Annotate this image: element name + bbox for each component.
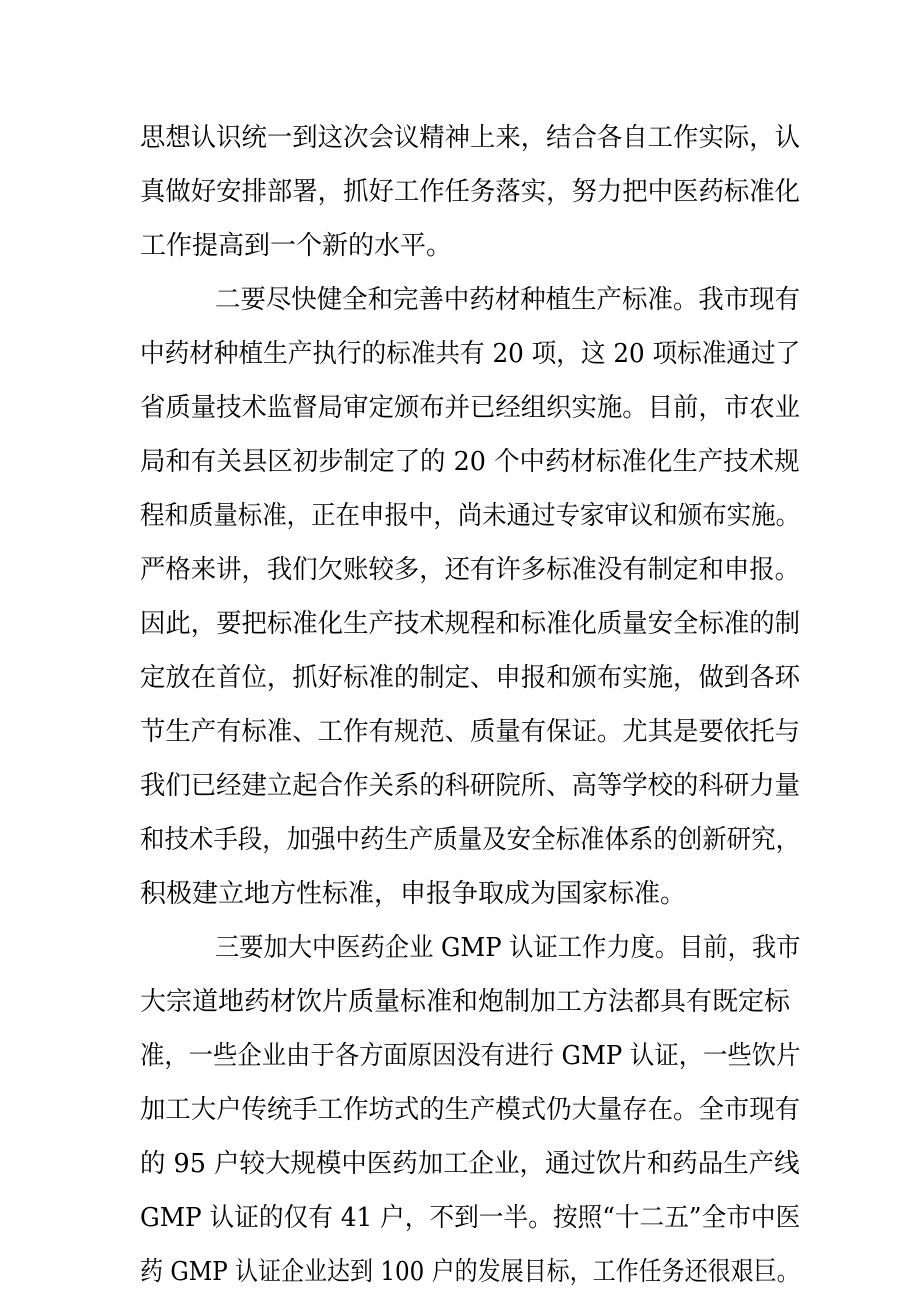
text-line: 药 GMP 认证企业达到 100 户的发展目标，工作任务还很艰巨。 (140, 1257, 800, 1287)
text-line: 定放在首位，抓好标准的制定、申报和颁布实施，做到各环 (140, 663, 800, 693)
paragraph-start-line: 二要尽快健全和完善中药材种植生产标准。我市现有 (215, 285, 801, 315)
text-line: 真做好安排部署，抓好工作任务落实，努力把中医药标准化 (140, 177, 800, 207)
text-line: 工作提高到一个新的水平。 (140, 231, 453, 261)
text-line: 局和有关县区初步制定了的 20 个中药材标准化生产技术规 (140, 447, 800, 477)
text-line: 中药材种植生产执行的标准共有 20 项，这 20 项标准通过了 (140, 339, 801, 369)
text-line: 和技术手段，加强中药生产质量及安全标准体系的创新研究， (140, 825, 801, 855)
text-line: 程和质量标准，正在申报中，尚未通过专家审议和颁布实施。 (140, 501, 801, 531)
text-line: 的 95 户较大规模中医药加工企业，通过饮片和药品生产线 (140, 1149, 800, 1179)
text-line: 我们已经建立起合作关系的科研院所、高等学校的科研力量 (140, 771, 800, 801)
text-line: 省质量技术监督局审定颁布并已经组织实施。目前，市农业 (140, 393, 800, 423)
text-line: 严格来讲，我们欠账较多，还有许多标准没有制定和申报。 (140, 555, 800, 585)
text-line: 大宗道地药材饮片质量标准和炮制加工方法都具有既定标 (140, 987, 791, 1017)
text-line: 节生产有标准、工作有规范、质量有保证。尤其是要依托与 (140, 717, 800, 747)
text-line: 因此，要把标准化生产技术规程和标准化质量安全标准的制 (140, 609, 800, 639)
text-line: 思想认识统一到这次会议精神上来，结合各自工作实际，认 (140, 123, 800, 153)
text-line: 加工大户传统手工作坊式的生产模式仍大量存在。全市现有 (140, 1095, 800, 1125)
paragraph-start-line: 三要加大中医药企业 GMP 认证工作力度。目前，我市 (215, 933, 801, 963)
text-line: GMP 认证的仅有 41 户，不到一半。按照“十二五”全市中医 (140, 1203, 801, 1233)
text-line: 积极建立地方性标准，申报争取成为国家标准。 (140, 879, 687, 909)
text-line: 准，一些企业由于各方面原因没有进行 GMP 认证，一些饮片 (140, 1041, 801, 1071)
